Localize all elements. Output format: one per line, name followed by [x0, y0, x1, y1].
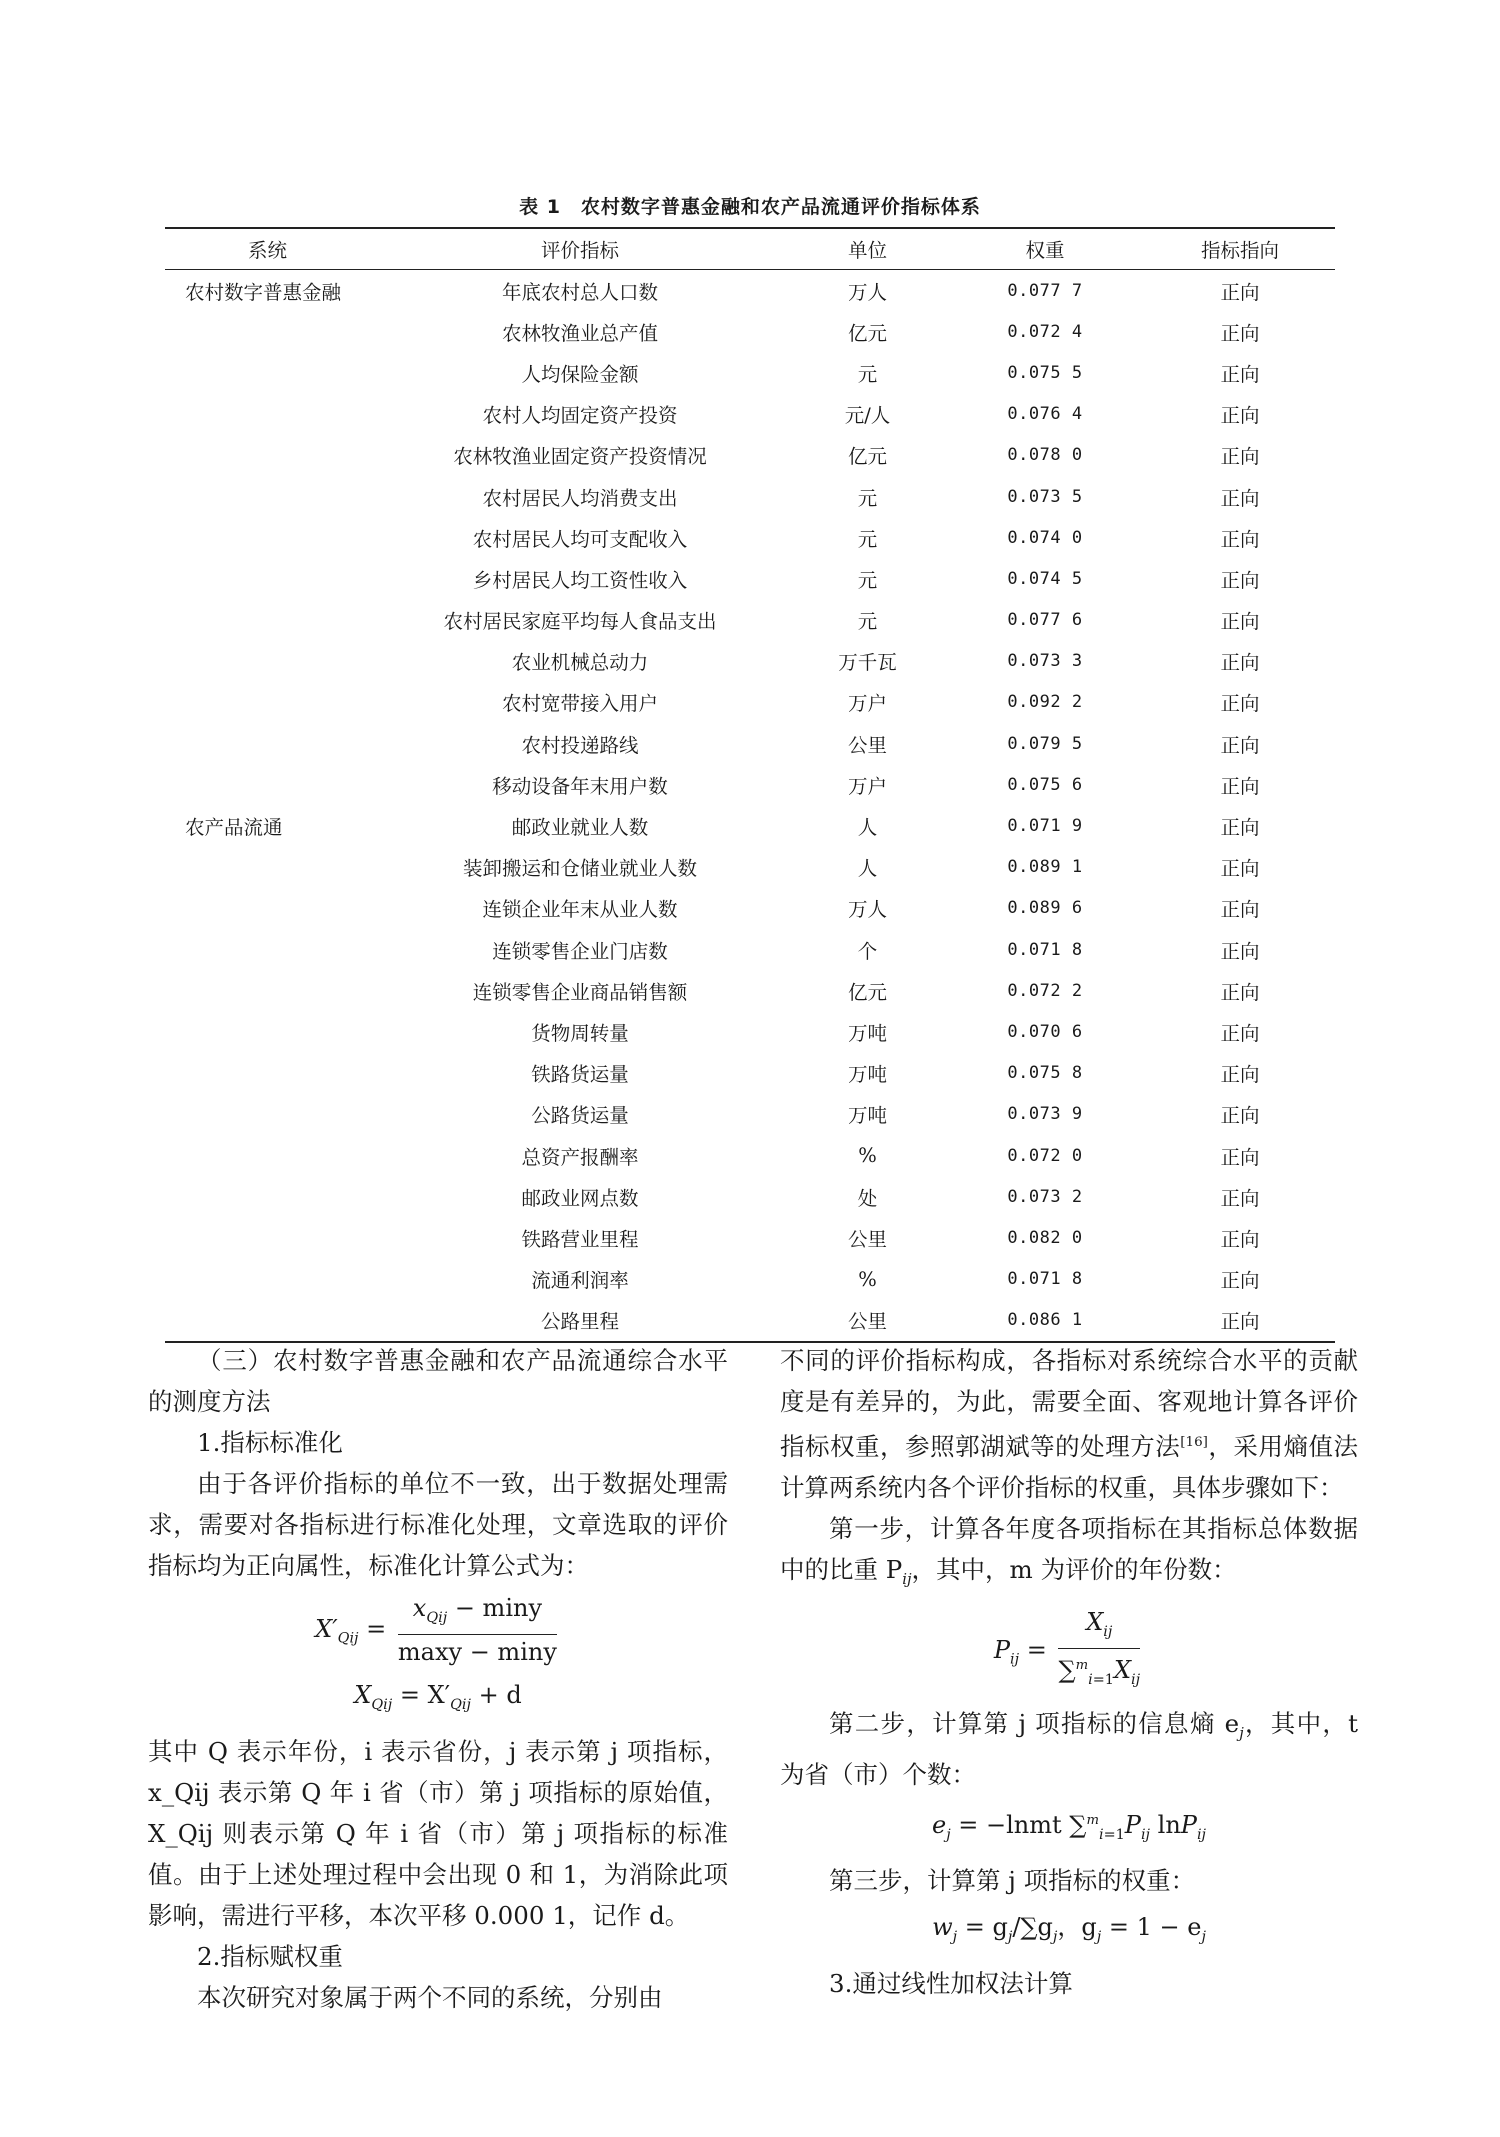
- cell-system: [165, 682, 370, 723]
- step-two: 第二步，计算第 j 项指标的信息熵 $e_j$，其中，t 为省（市）个数：: [780, 1708, 1358, 1789]
- cell-weight: 0.073 2: [1007, 1186, 1083, 1207]
- cell-unit: 公里: [790, 1300, 945, 1342]
- table-row: [165, 352, 1335, 393]
- cell-unit: 万户: [847, 692, 887, 716]
- cell-direction: 正向: [1220, 280, 1260, 304]
- cell-direction: 正向: [1220, 1186, 1260, 1210]
- cell-weight: 0.074 0: [1007, 527, 1083, 548]
- cell-indicator: 农村居民人均可支配收入: [472, 527, 688, 551]
- left-column: [148, 1340, 728, 2018]
- cell-unit: 个: [857, 939, 878, 963]
- step-one-tail: ，其中，m 为评价的年份数：: [911, 1555, 1237, 1585]
- cell-system: [165, 517, 370, 558]
- cell-indicator: 农村投递路线: [521, 733, 639, 757]
- formula-e-p: P: [1124, 1810, 1141, 1839]
- cell-system: [165, 888, 370, 929]
- cell-indicator: 公路货运量: [531, 1104, 629, 1128]
- right-column: [780, 1340, 1358, 2004]
- formula2-sub2: Qij: [450, 1696, 471, 1713]
- cell-system: [165, 476, 370, 517]
- cell-indicator: 人均保险金额: [521, 362, 639, 386]
- formula-w-rest: = g: [957, 1913, 1008, 1942]
- table-row: [165, 847, 1335, 888]
- formula-proportion-fraction: [1058, 1606, 1140, 1697]
- cell-direction: 正向: [1220, 445, 1260, 469]
- formula1-numerator: [398, 1592, 557, 1635]
- table-row: [165, 1217, 1335, 1258]
- table-row: [165, 970, 1335, 1011]
- header-weight: 权重: [945, 228, 1145, 270]
- cell-weight: 0.070 6: [1007, 1021, 1083, 1042]
- formula2-tail: + d: [471, 1680, 522, 1709]
- cell-unit: 亿元: [847, 321, 887, 345]
- cell-unit: 元: [857, 362, 878, 386]
- cell-unit: 万人: [847, 898, 887, 922]
- cell-weight: 0.071 8: [1007, 1269, 1083, 1290]
- table-caption: 表 1 农村数字普惠金融和农产品流通评价指标体系: [519, 196, 981, 218]
- cell-direction: 正向: [1220, 733, 1260, 757]
- cell-weight: 0.073 9: [1007, 1104, 1083, 1125]
- cell-system: [165, 1094, 370, 1135]
- cell-direction: 正向: [1220, 651, 1260, 675]
- cell-unit: 万吨: [847, 1104, 887, 1128]
- cell-indicator: 装卸搬运和仓储业就业人数: [462, 857, 697, 881]
- formula1-num-sub: Qij: [426, 1609, 448, 1626]
- cell-system: [165, 970, 370, 1011]
- cell-unit: 元: [857, 568, 878, 592]
- indicator-table: [165, 227, 1335, 1343]
- table-row: [165, 1135, 1335, 1176]
- cell-system: [165, 723, 370, 764]
- entropy-text-tail: ，采用熵值法计算两系统内各个评价指标的权重，具体步骤如下：: [780, 1432, 1358, 1503]
- cell-unit: 元/人: [844, 404, 891, 428]
- formula2-sub: Qij: [371, 1696, 393, 1713]
- cell-direction: 正向: [1220, 816, 1260, 840]
- header-indicator: 评价指标: [370, 228, 790, 270]
- cell-unit: 公里: [847, 733, 887, 757]
- cell-direction: 正向: [1220, 1145, 1260, 1169]
- cell-direction: 正向: [1220, 980, 1260, 1004]
- subsection-weighting: 2.指标赋权重: [197, 1941, 343, 1971]
- formula-proportion-numerator: $X_{ij}$: [1058, 1606, 1140, 1649]
- table-row: [165, 600, 1335, 641]
- cell-unit: 亿元: [847, 445, 887, 469]
- formula-w-tail: /∑g: [1012, 1913, 1053, 1942]
- cell-indicator: 连锁企业年末从业人数: [482, 898, 678, 922]
- cell-system: [165, 1011, 370, 1052]
- cell-indicator: 农村居民家庭平均每人食品支出: [443, 610, 717, 634]
- header-unit: 单位: [790, 228, 945, 270]
- step-three: 第三步，计算第 j 项指标的权重：: [829, 1866, 1196, 1896]
- cell-indicator: 农村居民人均消费支出: [482, 486, 678, 510]
- table-row: [165, 888, 1335, 929]
- cell-indicator: 邮政业就业人数: [511, 816, 649, 840]
- cell-weight: 0.089 1: [1007, 857, 1083, 878]
- cell-direction: 正向: [1220, 610, 1260, 634]
- cell-system: [165, 1300, 370, 1342]
- table-row: [165, 929, 1335, 970]
- paragraph-entropy-method: [780, 1340, 1358, 1508]
- citation-16: [16]: [1180, 1434, 1208, 1450]
- table-row: [165, 270, 1335, 312]
- formula-w-final: = 1 − e: [1101, 1913, 1202, 1942]
- table-row: [165, 764, 1335, 805]
- cell-weight: 0.071 9: [1007, 816, 1083, 837]
- formula-weight: $w_j = g_j/\sum g_j$，$g_j = 1 - e_j$: [932, 1913, 1206, 1946]
- table-row: [165, 311, 1335, 352]
- cell-direction: 正向: [1220, 692, 1260, 716]
- cell-weight: 0.092 2: [1007, 692, 1083, 713]
- cell-system: [165, 764, 370, 805]
- cell-weight: 0.072 4: [1007, 321, 1083, 342]
- step-one: 第一步，计算各年度各项指标在其指标总体数据中的比重 $P_{ij}$，其中，m 为评价的年份数：: [780, 1514, 1358, 1589]
- table-row: [165, 476, 1335, 517]
- table-row: [165, 682, 1335, 723]
- cell-weight: 0.077 6: [1007, 610, 1083, 631]
- cell-indicator: 农村宽带接入用户: [501, 692, 658, 716]
- step-two-text: 第二步，计算第 j 项指标的信息熵 e: [829, 1708, 1240, 1738]
- formula1-fraction: [398, 1592, 557, 1669]
- cell-system: [165, 1217, 370, 1258]
- cell-direction: 正向: [1220, 362, 1260, 386]
- cell-direction: 正向: [1220, 1104, 1260, 1128]
- cell-weight: 0.072 0: [1007, 1145, 1083, 1166]
- formula-e-rest: = −lnmt ∑: [950, 1810, 1087, 1839]
- formula-w-var: w: [932, 1913, 953, 1942]
- cell-unit: 万吨: [847, 1021, 887, 1045]
- cell-direction: 正向: [1220, 939, 1260, 963]
- cell-system: [165, 641, 370, 682]
- cell-weight: 0.077 7: [1007, 280, 1083, 301]
- cell-direction: 正向: [1220, 857, 1260, 881]
- step-two-tail: ，其中，t 为省（市）个数：: [780, 1708, 1358, 1789]
- cell-direction: 正向: [1220, 321, 1260, 345]
- cell-system: [165, 600, 370, 641]
- cell-direction: 正向: [1220, 486, 1260, 510]
- cell-unit: 亿元: [847, 980, 887, 1004]
- cell-indicator: 总资产报酬率: [521, 1145, 639, 1169]
- cell-indicator: 邮政业网点数: [521, 1186, 639, 1210]
- cell-system: [165, 929, 370, 970]
- table-row: [165, 641, 1335, 682]
- cell-unit: 处: [857, 1186, 878, 1210]
- cell-direction: 正向: [1220, 568, 1260, 592]
- cell-weight: 0.074 5: [1007, 568, 1083, 589]
- cell-indicator: 公路里程: [370, 1300, 790, 1342]
- cell-indicator: 铁路货运量: [531, 1063, 629, 1087]
- table-row: [165, 558, 1335, 599]
- table-header-row: [165, 228, 1335, 270]
- cell-direction: 正向: [1220, 1269, 1260, 1293]
- cell-system: [165, 1176, 370, 1217]
- cell-system: [165, 352, 370, 393]
- cell-indicator: 乡村居民人均工资性收入: [472, 568, 688, 592]
- formula1-lhs-sub: Qij: [337, 1630, 359, 1647]
- cell-unit: 万千瓦: [838, 651, 897, 675]
- cell-indicator: 货物周转量: [531, 1021, 629, 1045]
- cell-system: [165, 1053, 370, 1094]
- cell-unit: 公里: [847, 1227, 887, 1251]
- cell-direction: 正向: [1220, 898, 1260, 922]
- cell-indicator: 连锁零售企业商品销售额: [472, 980, 688, 1004]
- formula1-num-rest: − miny: [447, 1594, 543, 1622]
- section-heading: （三）农村数字普惠金融和农产品流通综合水平的测度方法: [148, 1346, 728, 1416]
- cell-direction: 正向: [1220, 774, 1260, 798]
- table-row: [165, 1011, 1335, 1052]
- formula-standardization: $X'_{Qij}$ = $\frac{x_{Qij} - \min y}{\max y - \min y}$: [148, 1592, 728, 1669]
- cell-indicator: 连锁零售企业门店数: [492, 939, 668, 963]
- formula1-num-var: x: [412, 1594, 427, 1622]
- table-row: [165, 805, 1335, 846]
- cell-unit: 人: [857, 816, 878, 840]
- cell-weight: 0.076 4: [1007, 404, 1083, 425]
- cell-direction: 正向: [1220, 527, 1260, 551]
- cell-system: [165, 435, 370, 476]
- cell-weight: 0.072 2: [1007, 980, 1083, 1001]
- cell-direction: 正向: [1220, 1021, 1260, 1045]
- formula-proportion: $P_{ij}$ = $\frac{X_{ij}}{\sum^m_{i=1}X_{ij}}$: [780, 1606, 1358, 1697]
- cell-system: [165, 1259, 370, 1300]
- table-row: [165, 435, 1335, 476]
- cell-indicator: 流通利润率: [531, 1269, 629, 1293]
- table-row: [165, 1094, 1335, 1135]
- cell-weight: 0.075 5: [1007, 362, 1083, 383]
- cell-weight: 0.082 0: [1007, 1227, 1083, 1248]
- formula-translation: $X_{Qij} = X'_{Qij} + d$: [354, 1680, 522, 1713]
- cell-indicator: 农村人均固定资产投资: [482, 404, 678, 428]
- subsection-standardization: 1.指标标准化: [197, 1428, 343, 1457]
- cell-unit: 万吨: [847, 1063, 887, 1087]
- cell-weight: 0.078 0: [1007, 445, 1083, 466]
- cell-weight: 0.075 6: [1007, 774, 1083, 795]
- cell-unit: %: [858, 1267, 877, 1291]
- cell-direction: 正向: [1220, 404, 1260, 428]
- cell-unit: 元: [857, 610, 878, 634]
- cell-indicator: 年底农村总人口数: [501, 280, 658, 304]
- cell-weight: 0.073 5: [1007, 486, 1083, 507]
- cell-weight: 0.089 6: [1007, 898, 1083, 919]
- cell-unit: 万户: [847, 774, 887, 798]
- cell-system: [165, 558, 370, 599]
- cell-direction: 正向: [1220, 1227, 1260, 1251]
- cell-indicator: 移动设备年末用户数: [492, 774, 668, 798]
- cell-indicator: 农林牧渔业总产值: [501, 321, 658, 345]
- formula1-lhs: X′: [315, 1614, 338, 1643]
- table-row: [165, 1053, 1335, 1094]
- cell-indicator: 农林牧渔业固定资产投资情况: [453, 445, 707, 469]
- cell-weight: 0.075 8: [1007, 1063, 1083, 1084]
- entropy-text: 不同的评价指标构成，各指标对系统综合水平的贡献度是有差异的，为此，需要全面、客观地计算各评价指标权重，参照郭湖斌等的处理方法: [780, 1346, 1358, 1462]
- indicator-table-wrap: [165, 227, 1335, 1343]
- cell-unit: 元: [857, 527, 878, 551]
- cell-direction: 正向: [1145, 1300, 1335, 1342]
- header-system: 系统: [165, 228, 370, 270]
- header-direction: 指标指向: [1145, 228, 1335, 270]
- cell-direction: 正向: [1220, 1063, 1260, 1087]
- formula1-denominator: maxy − miny: [397, 1637, 557, 1666]
- cell-weight: 0.086 1: [945, 1300, 1145, 1342]
- paragraph-weighting: 本次研究对象属于两个不同的系统，分别由: [197, 1982, 663, 2012]
- step-one-text: 第一步，计算各年度各项指标在其指标总体数据中的比重 P: [780, 1514, 1358, 1585]
- table-row: [165, 723, 1335, 764]
- formula-proportion-denominator: $\sum^m_{i=1}X_{ij}$: [1058, 1655, 1141, 1688]
- formula2-text: = X′: [392, 1680, 451, 1709]
- table-body: [165, 270, 1335, 1342]
- cell-system: 农村数字普惠金融: [185, 280, 342, 304]
- cell-weight: 0.079 5: [1007, 733, 1083, 754]
- cell-system: 农产品流通: [185, 816, 283, 840]
- table-row: [165, 1259, 1335, 1300]
- cell-unit: 人: [857, 857, 878, 881]
- cell-system: [165, 847, 370, 888]
- cell-unit: 万人: [847, 280, 887, 304]
- cell-system: [165, 311, 370, 352]
- table-row: [165, 1176, 1335, 1217]
- table-row: [165, 394, 1335, 435]
- subsection-linear-weighting: 3.通过线性加权法计算: [829, 1969, 1073, 1999]
- table-row: [165, 1300, 1335, 1342]
- cell-indicator: 铁路营业里程: [521, 1227, 639, 1251]
- formula-e-var: e: [931, 1810, 947, 1839]
- table-row: [165, 517, 1335, 558]
- cell-unit: 元: [857, 486, 878, 510]
- formula-entropy: $e_j$ = −lnmt $\sum^m_{i=1}P_{ij}$ lnP$_{ij}$: [931, 1810, 1207, 1843]
- cell-weight: 0.071 8: [1007, 939, 1083, 960]
- cell-weight: 0.073 3: [1007, 651, 1083, 672]
- paragraph-variable-definitions: 其中 Q 表示年份，i 表示省份，j 表示第 j 项指标，x_Qij 表示第 Q 年 i 省（市）第 j 项指标的原始值，X_Qij 则表示第 Q 年 i 省（市）第 j 项指标的标准值。由于上述处理过程中会出现 0 和 1，为消除此项影响，需进行平移，本次平移 0.000 1，记作 d。: [148, 1736, 728, 1930]
- cell-system: [165, 394, 370, 435]
- cell-system: [165, 1135, 370, 1176]
- cell-unit: %: [858, 1144, 877, 1168]
- formula-w-end: ，g: [1057, 1913, 1097, 1942]
- paragraph-standardization: 由于各评价指标的单位不一致，出于数据处理需求，需要对各指标进行标准化处理，文章选取的评价指标均为正向属性，标准化计算公式为：: [148, 1469, 728, 1580]
- cell-indicator: 农业机械总动力: [511, 651, 649, 675]
